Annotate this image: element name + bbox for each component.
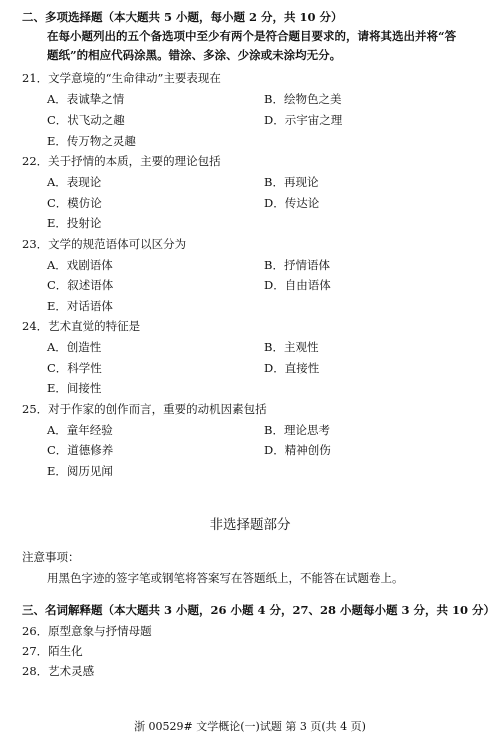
section-instructions-line-1: 在每小题列出的五个备选项中至少有两个是符合题目要求的，请将其选出并将“答 — [47, 29, 457, 43]
section-header-term-explanation: 三、名词解释题（本大题共 3 小题，26 小题 4 分，27、28 小题每小题 3 分，共 10 分） — [22, 603, 496, 617]
question-27: 27．陌生化 — [22, 644, 83, 658]
question-26: 26．原型意象与抒情母题 — [22, 624, 152, 638]
question-23-stem: 23．文学的规范语体可以区分为 — [22, 237, 187, 251]
question-21-option-d: D．示宇宙之理 — [264, 113, 343, 127]
non-choice-section-title: 非选择题部分 — [209, 517, 291, 533]
question-22-option-b: B．再现论 — [264, 175, 319, 189]
question-22-option-e: E．投射论 — [47, 216, 102, 230]
question-21-option-c: C．状飞动之趣 — [47, 113, 125, 127]
question-25-stem: 25．对于作家的创作而言，重要的动机因素包括 — [22, 402, 267, 416]
question-24-option-b: B．主观性 — [264, 340, 319, 354]
question-23-option-b: B．抒情语体 — [264, 258, 330, 272]
question-22-stem: 22．关于抒情的本质，主要的理论包括 — [22, 154, 221, 168]
question-24-option-a: A．创造性 — [47, 340, 102, 354]
section-header-multiple-choice: 二、多项选择题（本大题共 5 小题，每小题 2 分，共 10 分） — [22, 10, 343, 24]
question-23-option-d: D．自由语体 — [264, 278, 331, 292]
question-21-option-a: A．表诚挚之情 — [47, 92, 125, 106]
section-instructions-line-2: 题纸”的相应代码涂黑。错涂、多涂、少涂或未涂均无分。 — [47, 48, 342, 62]
question-25-option-d: D．精神创伤 — [264, 443, 331, 457]
question-22-option-c: C．模仿论 — [47, 196, 102, 210]
question-22-option-a: A．表现论 — [47, 175, 102, 189]
question-25-option-a: A．童年经验 — [47, 423, 113, 437]
question-24-option-e: E．间接性 — [47, 381, 102, 395]
question-21-stem: 21．文学意境的“生命律动”主要表现在 — [22, 71, 221, 85]
question-25-option-b: B．理论思考 — [264, 423, 330, 437]
question-28: 28．艺术灵感 — [22, 664, 95, 678]
notice-label: 注意事项： — [22, 550, 80, 564]
question-23-option-e: E．对话语体 — [47, 299, 113, 313]
page-footer: 浙 00529# 文学概论(一)试题 第 3 页(共 4 页) — [134, 720, 366, 733]
notice-text: 用黑色字迹的签字笔或钢笔将答案写在答题纸上，不能答在试题卷上。 — [47, 571, 404, 585]
question-24-stem: 24．艺术直觉的特征是 — [22, 319, 141, 333]
question-24-option-c: C．科学性 — [47, 361, 102, 375]
question-25-option-e: E．阅历见闻 — [47, 464, 113, 478]
question-22-option-d: D．传达论 — [264, 196, 320, 210]
question-25-option-c: C．道德修养 — [47, 443, 114, 457]
question-24-option-d: D．直接性 — [264, 361, 320, 375]
question-21-option-b: B．绘物色之美 — [264, 92, 342, 106]
question-23-option-c: C．叙述语体 — [47, 278, 114, 292]
question-23-option-a: A．戏剧语体 — [47, 258, 113, 272]
question-21-option-e: E．传万物之灵趣 — [47, 134, 136, 148]
